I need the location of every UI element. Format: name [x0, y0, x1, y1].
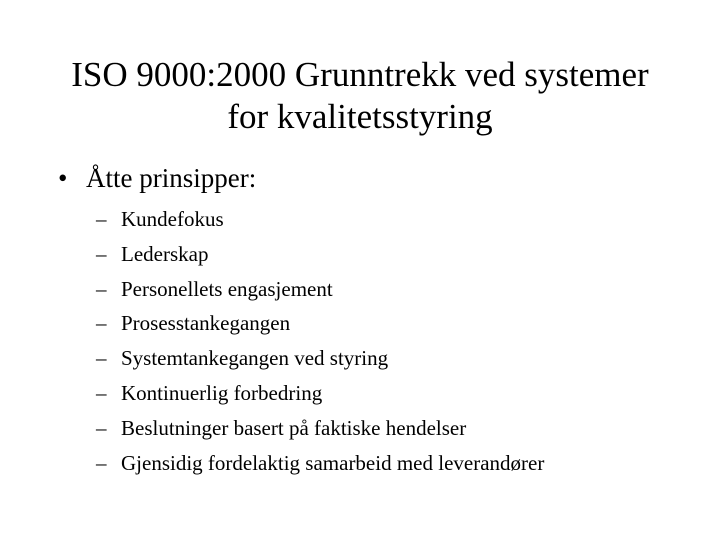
main-bullet [58, 161, 256, 195]
dash-icon: – [96, 415, 107, 440]
slide-title [40, 54, 680, 138]
bullet-dot-icon: • [58, 163, 68, 193]
dash-icon: – [96, 207, 107, 231]
list-item-text: Prosesstankegangen [121, 311, 291, 336]
list-item [96, 411, 544, 446]
list-item [96, 202, 544, 237]
list-item-text: Lederskap [121, 241, 209, 266]
dash-icon: – [96, 241, 107, 266]
list-item [96, 272, 544, 307]
list-item [96, 376, 544, 411]
list-item [96, 341, 544, 376]
list-item-text: Gjensidig fordelaktig samarbeid med leverandører [121, 450, 545, 475]
list-item-text: Systemtankegangen ved styring [121, 346, 389, 371]
slide-title-line-2: for kvalitetsstyring [227, 97, 493, 136]
dash-icon: – [96, 311, 107, 336]
main-bullet-text: Åtte prinsipper: [86, 163, 257, 193]
dash-icon: – [96, 276, 107, 301]
dash-icon: – [96, 380, 107, 405]
list-item [96, 306, 544, 341]
list-item-text: Beslutninger basert på faktiske hendelser [121, 415, 467, 440]
dash-icon: – [96, 450, 107, 475]
dash-icon: – [96, 346, 107, 371]
list-item-text: Kundefokus [121, 207, 224, 231]
list-item-text: Kontinuerlig forbedring [121, 380, 323, 405]
list-item-text: Personellets engasjement [121, 276, 333, 301]
principles-list [96, 202, 544, 480]
slide-title-line-1: ISO 9000:2000 Grunntrekk ved systemer [71, 55, 649, 94]
list-item [96, 446, 544, 481]
list-item [96, 237, 544, 272]
